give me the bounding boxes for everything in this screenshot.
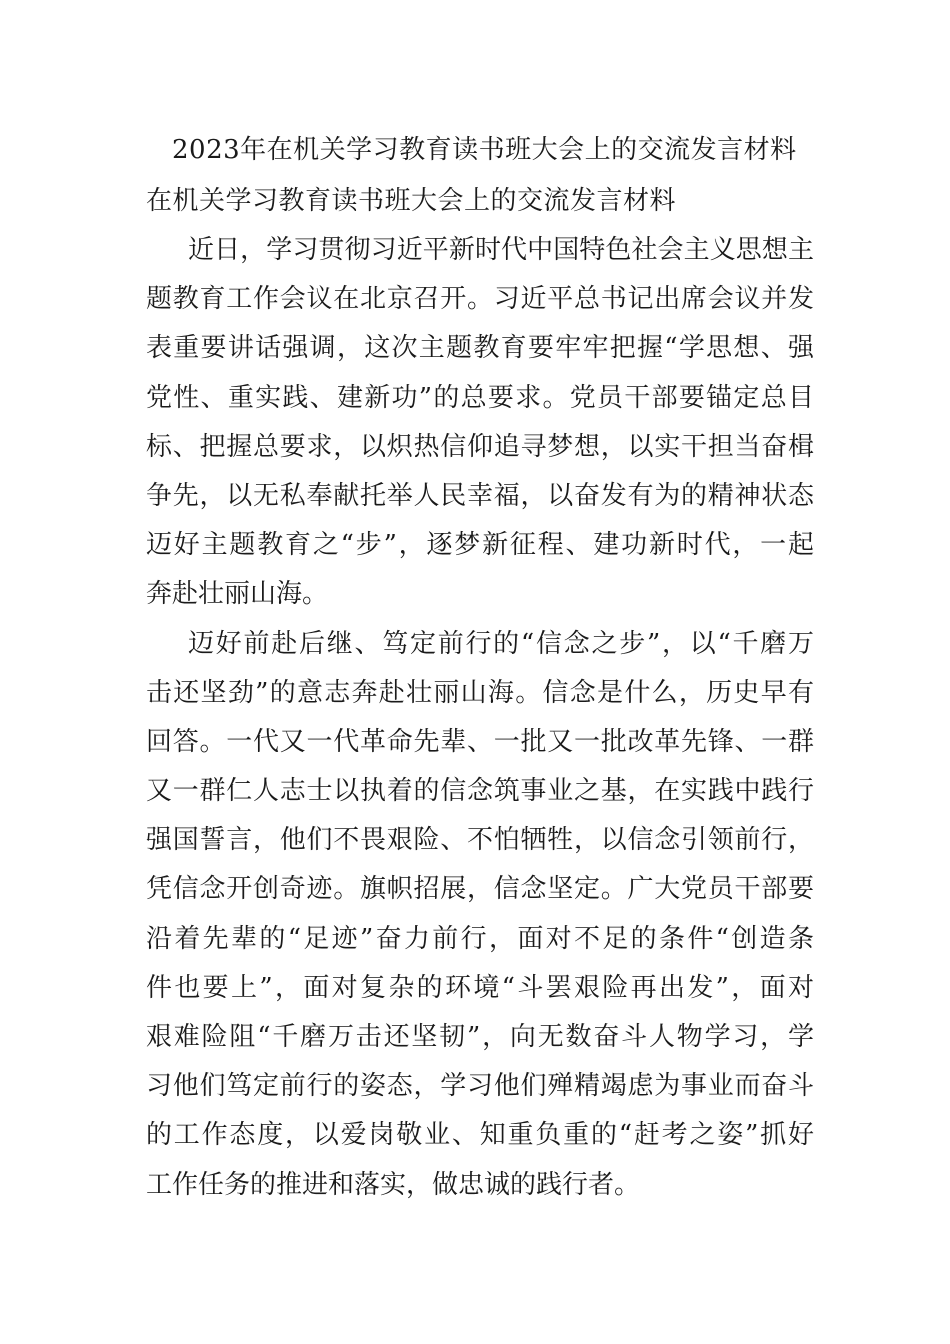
text-line: 凭信念开创奇迹。旗帜招展，信念坚定。广大党员干部要 xyxy=(146,874,814,905)
text-line: 件也要上”，面对复杂的环境“斗罢艰险再出发”，面对 xyxy=(146,972,814,1003)
text-line: 习他们笃定前行的姿态，学习他们殚精竭虑为事业而奋斗 xyxy=(146,1071,814,1102)
paragraph-2 xyxy=(146,620,814,1210)
text-line: 迈好主题教育之“步”，逐梦新征程、建功新时代，一起 xyxy=(146,530,814,561)
text-line: 近日，学习贯彻习近平新时代中国特色社会主义思想主 xyxy=(188,235,814,265)
document-subtitle: 在机关学习教育读书班大会上的交流发言材料 xyxy=(146,186,677,216)
text-line: 沿着先辈的“足迹”奋力前行，面对不足的条件“创造条 xyxy=(146,923,814,954)
text-line: 迈好前赴后继、笃定前行的“信念之步”，以“千磨万 xyxy=(188,628,814,659)
text-line: 强国誓言，他们不畏艰险、不怕牺牲，以信念引领前行， xyxy=(146,825,814,856)
text-line: 争先，以无私奉献托举人民幸福，以奋发有为的精神状态 xyxy=(146,480,814,511)
text-line: 工作任务的推进和落实，做忠诚的践行者。 xyxy=(146,1169,641,1200)
text-line: 标、把握总要求，以炽热信仰追寻梦想，以实干担当奋楫 xyxy=(146,431,814,462)
text-line: 艰难险阻“千磨万击还坚韧”，向无数奋斗人物学习，学 xyxy=(146,1022,814,1052)
text-line: 奔赴壮丽山海。 xyxy=(146,579,329,610)
document-body xyxy=(146,226,814,1210)
paragraph-1 xyxy=(146,226,814,620)
text-line: 击还坚劲”的意志奔赴壮丽山海。信念是什么，历史早有 xyxy=(146,677,814,708)
text-line: 又一群仁人志士以执着的信念筑事业之基，在实践中践行 xyxy=(146,776,814,807)
text-line: 回答。一代又一代革命先辈、一批又一批改革先锋、一群 xyxy=(146,726,814,757)
text-line: 表重要讲话强调，这次主题教育要牢牢把握“学思想、强 xyxy=(146,333,814,364)
text-line: 的工作态度，以爱岗敬业、知重负重的“赶考之姿”抓好 xyxy=(146,1120,814,1151)
text-line: 党性、重实践、建新功”的总要求。党员干部要锚定总目 xyxy=(146,382,814,413)
document-title: 2023年在机关学习教育读书班大会上的交流发言材料 xyxy=(172,135,797,165)
text-line: 题教育工作会议在北京召开。习近平总书记出席会议并发 xyxy=(146,284,814,315)
